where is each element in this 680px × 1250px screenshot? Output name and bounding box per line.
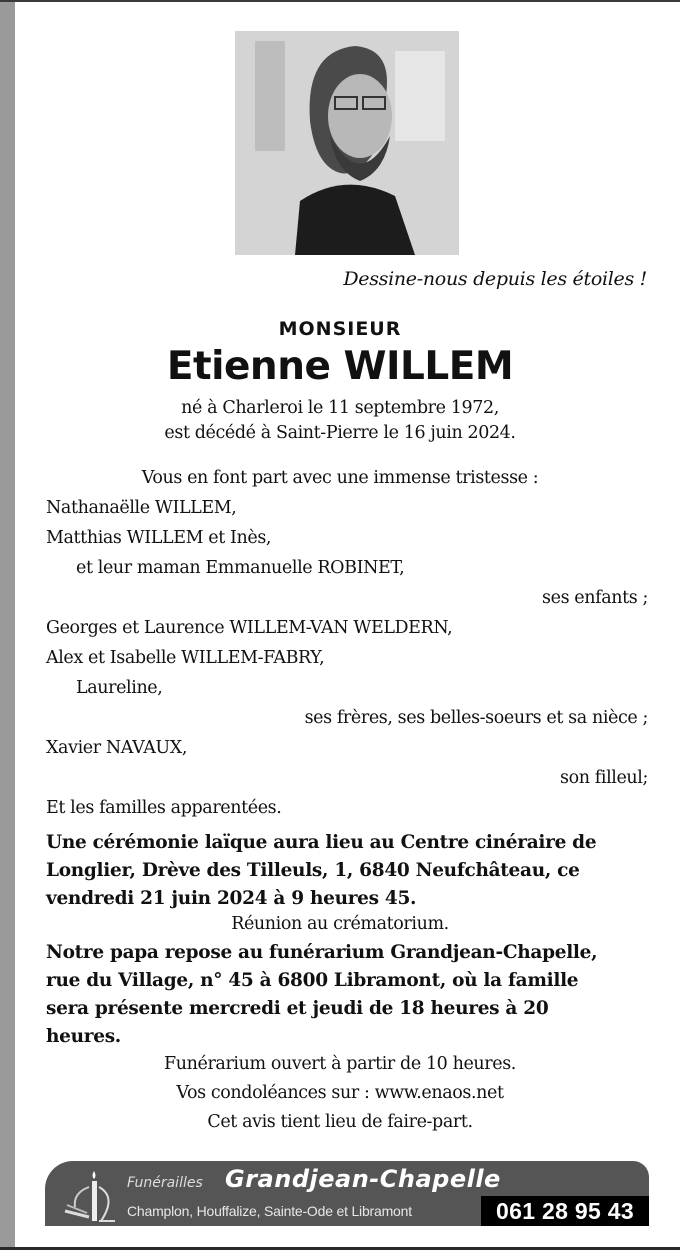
honorific-title: MONSIEUR (278, 318, 402, 340)
death-line: est décédé à Saint-Pierre le 16 juin 2024. (164, 423, 516, 443)
repose-line: rue du Village, n° 45 à 6800 Libramont, où la famille (46, 970, 579, 991)
brand-locations: Champlon, Houffalize, Sainte-Ode et Libramont (127, 1203, 412, 1219)
page-top-border (0, 0, 680, 2)
family-line: Et les familles apparentées. (46, 798, 282, 818)
family-line: Alex et Isabelle WILLEM-FABRY, (46, 648, 325, 668)
phone-number: 061 28 95 43 (481, 1196, 649, 1226)
reunion-line: Réunion au crématorium. (231, 914, 449, 934)
brand-prefix: Funérailles (127, 1175, 203, 1191)
brand-name: Grandjean-Chapelle (225, 1165, 501, 1193)
family-line: Georges et Laurence WILLEM-VAN WELDERN, (46, 618, 453, 638)
portrait-photo (235, 31, 459, 255)
notice-line: Cet avis tient lieu de faire-part. (207, 1112, 473, 1132)
family-line: Xavier NAVAUX, (46, 738, 187, 758)
repose-line: heures. (46, 1026, 121, 1047)
funerarium-hours: Funérarium ouvert à partir de 10 heures. (164, 1054, 516, 1074)
intro-line: Vous en font part avec une immense tristesse : (141, 468, 539, 488)
family-line: Laureline, (76, 678, 163, 698)
birth-line: né à Charleroi le 11 septembre 1972, (181, 398, 499, 418)
ceremony-line: Une cérémonie laïque aura lieu au Centre cinéraire de (46, 832, 597, 853)
portrait-illustration (235, 31, 459, 255)
motto-quote: Dessine-nous depuis les étoiles ! (343, 268, 647, 290)
repose-line: Notre papa repose au funérarium Grandjean-Chapelle, (46, 942, 598, 963)
family-relation: ses frères, ses belles-soeurs et sa nièce ; (304, 708, 648, 728)
candle-wheat-icon (59, 1167, 129, 1225)
deceased-name: Etienne WILLEM (166, 344, 514, 389)
family-relation: son filleul; (560, 768, 648, 788)
ceremony-line: vendredi 21 juin 2024 à 9 heures 45. (46, 888, 417, 909)
funeral-home-banner (45, 1161, 649, 1226)
family-line: Matthias WILLEM et Inès, (46, 528, 272, 548)
condolences-line: Vos condoléances sur : www.enaos.net (176, 1083, 504, 1103)
family-line: Nathanaëlle WILLEM, (46, 498, 237, 518)
repose-line: sera présente mercredi et jeudi de 18 heures à 20 (46, 998, 549, 1019)
family-relation: ses enfants ; (542, 588, 648, 608)
family-line: et leur maman Emmanuelle ROBINET, (76, 558, 405, 578)
ceremony-line: Longlier, Drève des Tilleuls, 1, 6840 Neufchâteau, ce (46, 860, 580, 881)
